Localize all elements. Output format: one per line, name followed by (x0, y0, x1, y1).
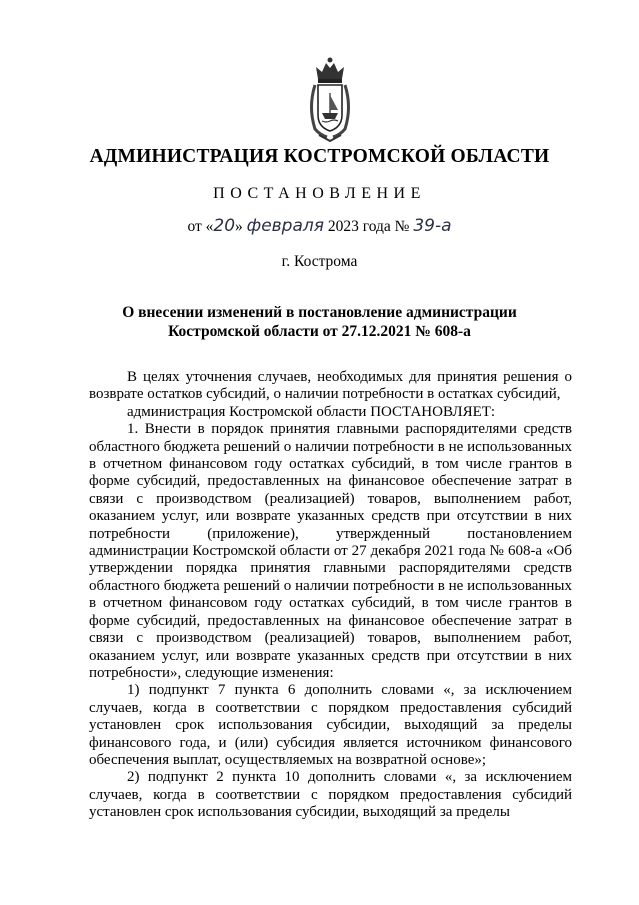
handwritten-day: 20 (213, 216, 236, 236)
document-body (89, 369, 572, 822)
handwritten-month: февраля (246, 216, 324, 236)
paragraph-item-1: 1. Внести в порядок принятия главными распорядителями средств областного бюджета решений о наличии потребности в не использованных в отчетном финансовом году остатках субсидий, в том числе грантов в форме субсидий, предоставленных на финансовое обеспечение затрат в связи с производством (реализацией) товаров, выполнением работ, оказанием услуг, или возврате указанных средств при отсутствии в них потребности (приложение), утвержденный постановлением администрации Костромской области от 27 декабря 2021 года № 608-а «Об утверждении порядка принятия главными распорядителями средств областного бюджета решений о наличии потребности в не использованных в отчетном финансовом году остатках субсидий, в том числе грантов в форме субсидий, предоставленных на финансовое обеспечение затрат в связи с производством (реализацией) товаров, выполнением работ, оказанием услуг, или возврате указанных средств при отсутствии в них потребности», следующие изменения: (89, 421, 572, 681)
paragraph-subitem-1: 1) подпункт 7 пункта 6 дополнить словами «, за исключением случаев, когда в соответствии с порядком предоставления субсидий установлен срок использования субсидии, выходящий за пределы финансового года, и (или) субсидия является источником финансового обеспечения выплат, осуществляемых на возвратной основе»; (89, 682, 572, 768)
coat-of-arms-emblem (305, 55, 355, 145)
year-text: 2023 года № (324, 218, 414, 235)
date-mid: » (235, 218, 247, 235)
title-line-1: О внесении изменений в постановление администрации (122, 304, 517, 321)
organization-name: АДМИНИСТРАЦИЯ КОСТРОМСКОЙ ОБЛАСТИ (89, 146, 550, 167)
city: г. Кострома (281, 253, 358, 270)
document-type: ПОСТАНОВЛЕНИЕ (213, 185, 426, 202)
paragraph-subitem-2: 2) подпункт 2 пункта 10 дополнить словами «, за исключением случаев, когда в соответствии с порядком предоставления субсидий установлен срок использования субсидии, выходящий за пределы (89, 769, 572, 821)
paragraph-resolves: администрация Костромской области ПОСТАНОВЛЯЕТ: (127, 403, 496, 420)
date-number-line (0, 216, 639, 236)
document-title (0, 303, 639, 341)
handwritten-number: 39-а (413, 216, 452, 236)
paragraph-preamble: В целях уточнения случаев, необходимых для принятия решения о возврате остатков субсидий, о наличии потребности в остатках субсидий, (89, 369, 572, 403)
title-line-2: Костромской области от 27.12.2021 № 608-а (168, 323, 471, 340)
date-prefix: от « (187, 218, 214, 235)
